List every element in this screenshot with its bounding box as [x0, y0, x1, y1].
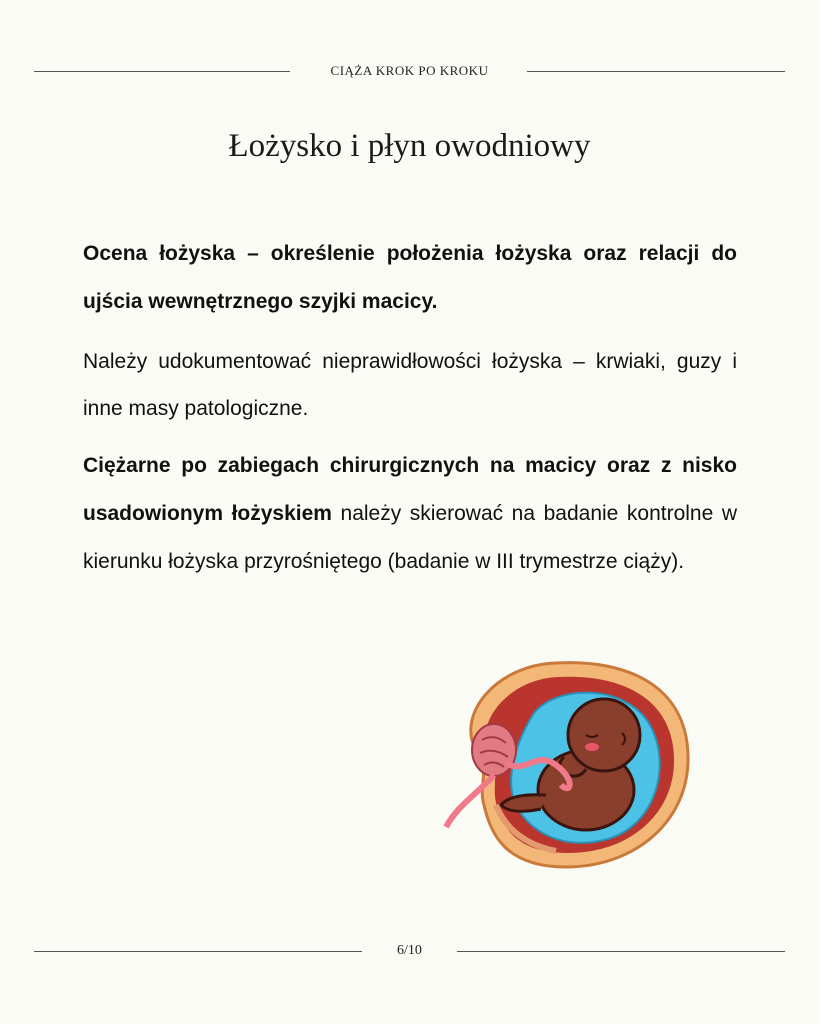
- page-title: Łożysko i płyn owodniowy: [228, 128, 591, 164]
- header-rule-right: [527, 71, 785, 72]
- footer-rule-right: [457, 951, 785, 952]
- header-label: CIĄŻA KROK PO KROKU: [330, 63, 489, 78]
- footer-rule-left: [34, 951, 362, 952]
- header-rule-left: [34, 71, 290, 72]
- paragraph-referral-bold: Ciężarne po zabiegach chirurgicznych na macicy oraz z nisko usadowionym łożyskiem: [83, 454, 737, 525]
- paragraph-placenta-assessment-text: Ocena łożyska – określenie położenia łożyska oraz relacji do ujścia wewnętrznego szyjki macicy.: [83, 242, 737, 313]
- page-content: [83, 230, 737, 600]
- paragraph-referral: [83, 442, 737, 586]
- paragraph-placenta-assessment: [83, 230, 737, 326]
- paragraph-placenta-abnormalities: Należy udokumentować nieprawidłowości łożyska – krwiaki, guzy i inne masy patologiczne.: [83, 350, 737, 420]
- fetus-in-uterus-icon: [436, 655, 696, 875]
- paragraph-referral-rest: należy skierować na badanie kontrolne w kierunku łożyska przyrośniętego (badanie w III trymestrze ciąży).: [83, 502, 737, 573]
- page-number: 6/10: [397, 943, 422, 958]
